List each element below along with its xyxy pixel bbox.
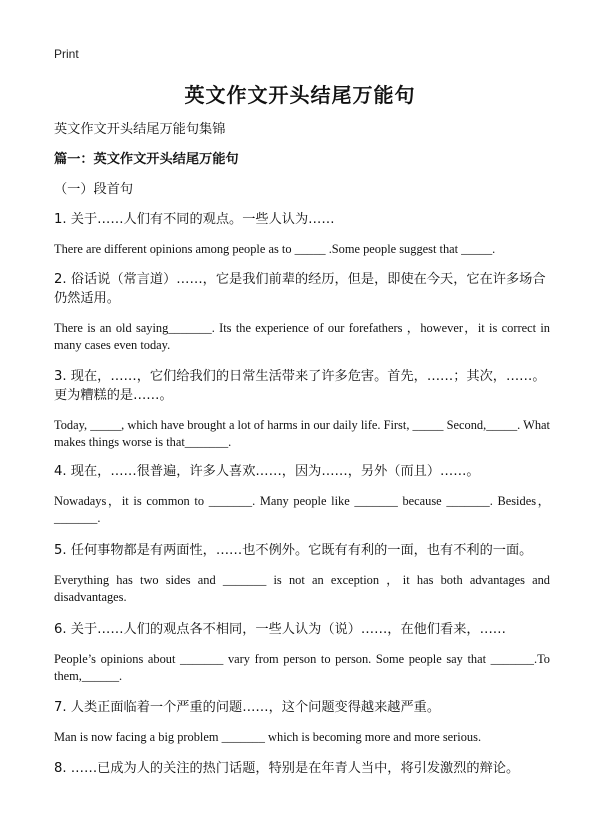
item-chinese-text: 8. ……已成为人的关注的热门话题，特别是在年青人当中，将引发激烈的辩论。 <box>54 761 520 776</box>
item-chinese-text: 2. 俗话说（常言道）……，它是我们前辈的经历，但是，即使在今天，它在许多场合仍然适用。 <box>54 272 546 306</box>
item-chinese-text: 5. 任何事物都是有两面性，……也不例外。它既有有利的一面，也有不利的一面。 <box>54 543 533 558</box>
list-item <box>54 698 550 746</box>
item-english-text: Nowadays，it is common to _______. Many people like _______ because _______. Besides，_______. <box>54 494 550 525</box>
section-heading: 篇一：英文作文开头结尾万能句 <box>54 152 239 167</box>
item-english-text: There are different opinions among people as to _____ .Some people suggest that _____. <box>54 242 496 256</box>
sub-heading: （一）段首句 <box>54 182 134 197</box>
list-item <box>54 759 550 778</box>
item-english-text: People’s opinions about _______ vary from person to person. Some people say that _______.To them,______. <box>54 652 550 683</box>
item-chinese-text: 7. 人类正面临着一个严重的问题……，这个问题变得越来越严重。 <box>54 700 441 715</box>
item-english-text: Man is now facing a big problem _______ which is becoming more and more serious. <box>54 730 482 744</box>
item-english-text: Today, _____, which have brought a lot of harms in our daily life. First, _____ Second,_____. What makes things worse is that_______. <box>54 418 550 449</box>
print-label: Print <box>54 47 79 61</box>
list-item <box>54 462 550 527</box>
item-chinese-text: 6. 关于……人们的观点各不相同，一些人认为（说）……，在他们看来，…… <box>54 622 506 637</box>
item-english-text: Everything has two sides and _______ is not an exception ，it has both advantages and disadvantages. <box>54 573 550 604</box>
item-chinese-text: 1. 关于……人们有不同的观点。一些人认为…… <box>54 212 335 227</box>
item-chinese-text: 4. 现在，……很普遍，许多人喜欢……，因为……，另外（而且）……。 <box>54 464 480 479</box>
item-chinese-text: 3. 现在，……，它们给我们的日常生活带来了许多危害。首先，……；其次，……。更为糟糕的是……。 <box>54 369 546 403</box>
list-item <box>54 620 550 685</box>
document-subtitle: 英文作文开头结尾万能句集锦 <box>54 122 226 137</box>
list-item <box>54 270 550 354</box>
list-item <box>54 367 550 451</box>
item-english-text: There is an old saying_______. Its the experience of our forefathers ，however，it is correct in many cases even today. <box>54 321 550 352</box>
page-title: 英文作文开头结尾万能句 <box>184 83 416 107</box>
list-item <box>54 210 550 258</box>
list-item <box>54 541 550 606</box>
